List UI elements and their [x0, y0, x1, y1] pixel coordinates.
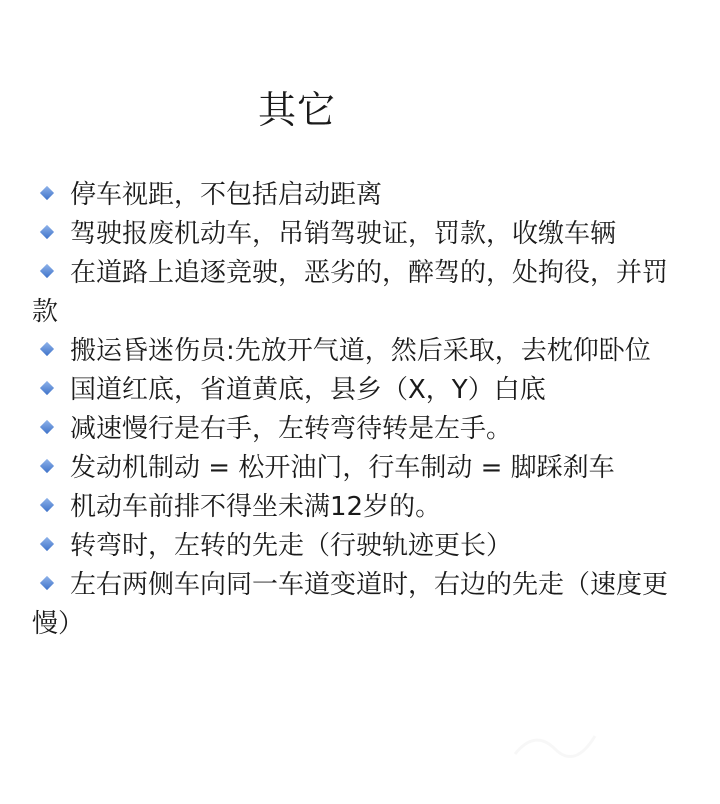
list-item-text: 发动机制动 = 松开油门，行车制动 = 脚踩刹车	[70, 453, 615, 483]
diamond-bullet-icon	[40, 575, 54, 589]
diamond-bullet-icon	[40, 419, 54, 433]
list-item	[32, 488, 692, 527]
list-item-text: 左右两侧车向同一车道变道时，右边的先走（速度更慢）	[32, 570, 669, 639]
list-item	[32, 566, 692, 644]
list-item	[32, 332, 692, 371]
list-item-text: 搬运昏迷伤员:先放开气道，然后采取，去枕仰卧位	[70, 336, 651, 366]
list-item-text: 机动车前排不得坐未满12岁的。	[70, 492, 442, 522]
list-item-text: 驾驶报废机动车，吊销驾驶证，罚款，收缴车辆	[70, 219, 617, 249]
diamond-bullet-icon	[40, 497, 54, 511]
diamond-bullet-icon	[40, 224, 54, 238]
bullet-list	[32, 176, 692, 644]
list-item-text: 国道红底，省道黄底，县乡（X，Y）白底	[70, 375, 546, 405]
diamond-bullet-icon	[40, 458, 54, 472]
list-item	[32, 371, 692, 410]
list-item-text: 停车视距，不包括启动距离	[70, 180, 383, 210]
list-item-text: 减速慢行是右手，左转弯待转是左手。	[70, 414, 513, 444]
diamond-bullet-icon	[40, 380, 54, 394]
list-item-text: 在道路上追逐竞驶，恶劣的，醉驾的，处拘役，并罚款	[32, 258, 669, 327]
list-item	[32, 176, 692, 215]
page-title: 其它	[258, 88, 337, 132]
list-item	[32, 254, 692, 332]
diamond-bullet-icon	[40, 536, 54, 550]
diamond-bullet-icon	[40, 185, 54, 199]
list-item	[32, 527, 692, 566]
diamond-bullet-icon	[40, 341, 54, 355]
watermark-icon	[510, 724, 600, 764]
list-item	[32, 410, 692, 449]
diamond-bullet-icon	[40, 263, 54, 277]
list-item	[32, 449, 692, 488]
list-item-text: 转弯时，左转的先走（行驶轨迹更长）	[70, 531, 513, 561]
list-item	[32, 215, 692, 254]
